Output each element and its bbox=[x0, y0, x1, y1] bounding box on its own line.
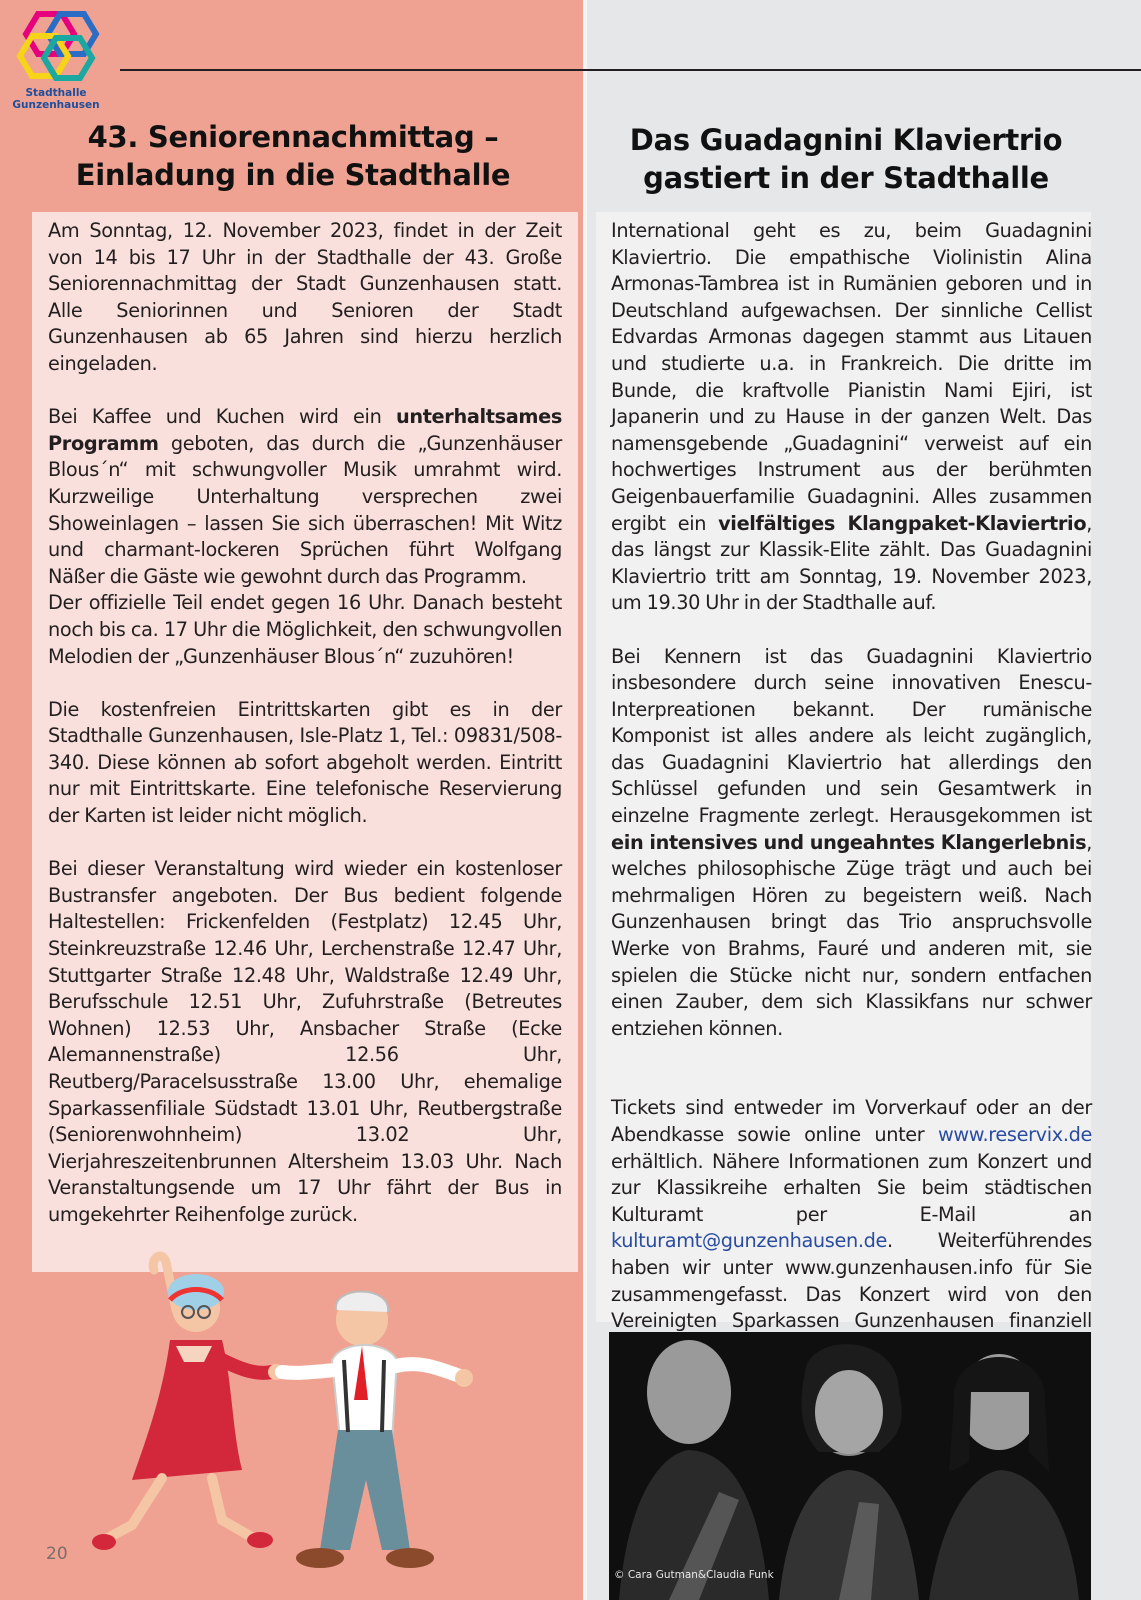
right-paragraph-3 bbox=[611, 1095, 1092, 1361]
logo-line-1: Stadthalle bbox=[25, 87, 87, 99]
right-article-body bbox=[611, 218, 1092, 1361]
page-number: 20 bbox=[46, 1544, 68, 1564]
right-p3-text-c: . Weiterführendes haben wir unter www.gunzenhausen.info für Sie zusammengefasst. Das Konzert wird von den Vereinigten Sparkassen Gunzenhausen finanziell bbox=[611, 1229, 1092, 1333]
dancing-seniors-illustration bbox=[92, 1250, 492, 1595]
left-paragraph-1: Am Sonntag, 12. November 2023, findet in der Zeit von 14 bis 17 Uhr in der Stadthalle der 43. Große Seniorennachmittag der Stadt Gunzenhausen statt. Alle Seniorinnen und Senioren der Stadt Gunzenhausen ab 65 Jahren sind hierzu herzlich eingeladen. bbox=[48, 219, 562, 375]
column-divider bbox=[583, 0, 587, 1600]
kulturamt-email-link[interactable]: kulturamt@gunzenhausen.de bbox=[611, 1229, 888, 1253]
right-p3-text-b: erhältlich. Nähere Informationen zum Konzert und zur Klassikreihe erhalten Sie beim städtischen Kulturamt per E-Mail an bbox=[611, 1149, 1092, 1226]
right-p2-bold: ein intensives und ungeahntes Klangerlebnis bbox=[611, 830, 1087, 854]
right-p1-bold: vielfältiges Klangpaket-Klaviertrio bbox=[718, 511, 1087, 535]
right-paragraph-1 bbox=[611, 218, 1092, 617]
right-title-line-1: Das Guadagnini Klaviertrio bbox=[629, 123, 1063, 157]
right-p2-text-b: , welches philosophische Züge trägt und auch bei mehrmaligen Hören zu begeistern weiß. Nach Gunzenhausen bringt das Trio anspruchsvolle Werke von Brahms, Fauré und anderen mit, sie spielen die Stücke nicht nur, sondern entfachen einen Zauber, dem sich Klassikfans nur schwer entziehen können. bbox=[611, 830, 1092, 1040]
left-title-line-2: Einladung in die Stadthalle bbox=[75, 158, 511, 192]
left-p2-bold: unterhaltsames Programm bbox=[48, 405, 562, 455]
logo-line-2: Gunzenhausen bbox=[12, 99, 100, 111]
trio-photo bbox=[609, 1332, 1091, 1600]
left-paragraph-4: Die kostenfreien Eintrittskarten gibt es in der Stadthalle Gunzenhausen, Isle-Platz 1, Tel.: 09831/508-340. Diese können ab sofort abgeholt werden. Eintritt nur mit Eintrittskarte. Eine telefonische Reservierung der Karten ist leider nicht möglich. bbox=[48, 697, 562, 828]
right-title-line-2: gastiert in der Stadthalle bbox=[643, 161, 1049, 195]
right-p2-text-a: Bei Kennern ist das Guadagnini Klaviertrio insbesondere durch seine innovativen Enescu-Interpreationen bekannt. Der rumänische Komponist ist alles andere als leicht zugänglich, das Guadagnini Klaviertrio hat allerdings den Schlüssel gefunden und sein Gesamtwerk in einzelne Fragmente zerlegt. Herausgekommen ist bbox=[611, 644, 1092, 828]
reservix-link[interactable]: www.reservix.de bbox=[937, 1123, 1092, 1146]
left-title-line-1: 43. Seniorennachmittag – bbox=[87, 120, 499, 154]
stadthalle-logo[interactable] bbox=[10, 8, 102, 114]
left-p2-text-b: geboten, das durch die „Gunzenhäuser Blous´n“ mit schwungvoller Musik umrahmt wird. Kurzweilige Unterhaltung versprechen zwei Showeinlagen – lassen Sie sich überraschen! Mit Witz und charmant-lockeren Sprüchen führt Wolfgang Näßer die Gäste wie gewohnt durch das Programm. bbox=[48, 431, 562, 588]
right-article-title bbox=[596, 121, 1096, 197]
left-paragraph-3: Der offizielle Teil endet gegen 16 Uhr. Danach besteht noch bis ca. 17 Uhr die Möglichkeit, den schwungvollen Melodien der „Gunzenhäuser Blous´n“ zuzuhören! bbox=[48, 591, 562, 668]
right-paragraph-2 bbox=[611, 644, 1092, 1043]
left-paragraph-2 bbox=[48, 404, 562, 590]
left-article-title bbox=[28, 118, 558, 194]
right-p3-text-a: Tickets sind entweder im Vorverkauf oder an der Abendkasse sowie online unter bbox=[611, 1096, 1092, 1146]
logo-text bbox=[10, 87, 102, 111]
left-paragraph-5: Bei dieser Veranstaltung wird wieder ein kostenloser Bustransfer angeboten. Der Bus bedient folgende Haltestellen: Frickenfelden (Festplatz) 12.45 Uhr, Steinkreuzstraße 12.46 Uhr, Lerchenstraße 12.47 Uhr, Stuttgarter Straße 12.48 Uhr, Waldstraße 12.49 Uhr, Berufsschule 12.51 Uhr, Zufuhrstraße (Betreutes Wohnen) 12.53 Uhr, Ansbacher Straße (Ecke Alemannenstraße) 12.56 Uhr, Reutberg/Paracelsusstraße 13.00 Uhr, ehemalige Sparkassenfiliale Südstadt 13.01 Uhr, Reutbergstraße (Seniorenwohnheim) 13.02 Uhr, Vierjahreszeitenbrunnen Altersheim 13.03 Uhr. Nach Veranstaltungsende um 17 Uhr fährt der Bus in umgekehrter Reihenfolge zurück. bbox=[48, 857, 562, 1226]
logo-hexagon-icon bbox=[12, 8, 100, 84]
photo-credit: © Cara Gutman&Claudia Funk bbox=[614, 1569, 774, 1581]
left-article-body bbox=[48, 218, 562, 1229]
right-p1-text-a: International geht es zu, beim Guadagnini Klaviertrio. Die empathische Violinistin Alina Armonas-Tambrea ist in Rumänien geboren und in Deutschland aufgewachsen. Der sinnliche Cellist Edvardas Armonas dagegen stammt aus Litauen und studierte u.a. in Frankreich. Die dritte im Bunde, die kraftvolle Pianistin Nami Ejiri, ist Japanerin und zu Hause in der ganzen Welt. Das namensgebende „Guadagnini“ verweist auf ein hochwertiges Instrument aus der berühmten Geigenbauerfamilie Guadagnini. Alles zusammen ergibt ein bbox=[611, 219, 1092, 535]
header-rule bbox=[120, 69, 1141, 71]
left-p2-text-a: Bei Kaffee und Kuchen wird ein bbox=[48, 405, 396, 429]
right-p1-text-b: , das längst zur Klassik-Elite zählt. Das Guadagnini Klaviertrio tritt am Sonntag, 19. November 2023, um 19.30 Uhr in der Stadthalle auf. bbox=[611, 511, 1092, 615]
